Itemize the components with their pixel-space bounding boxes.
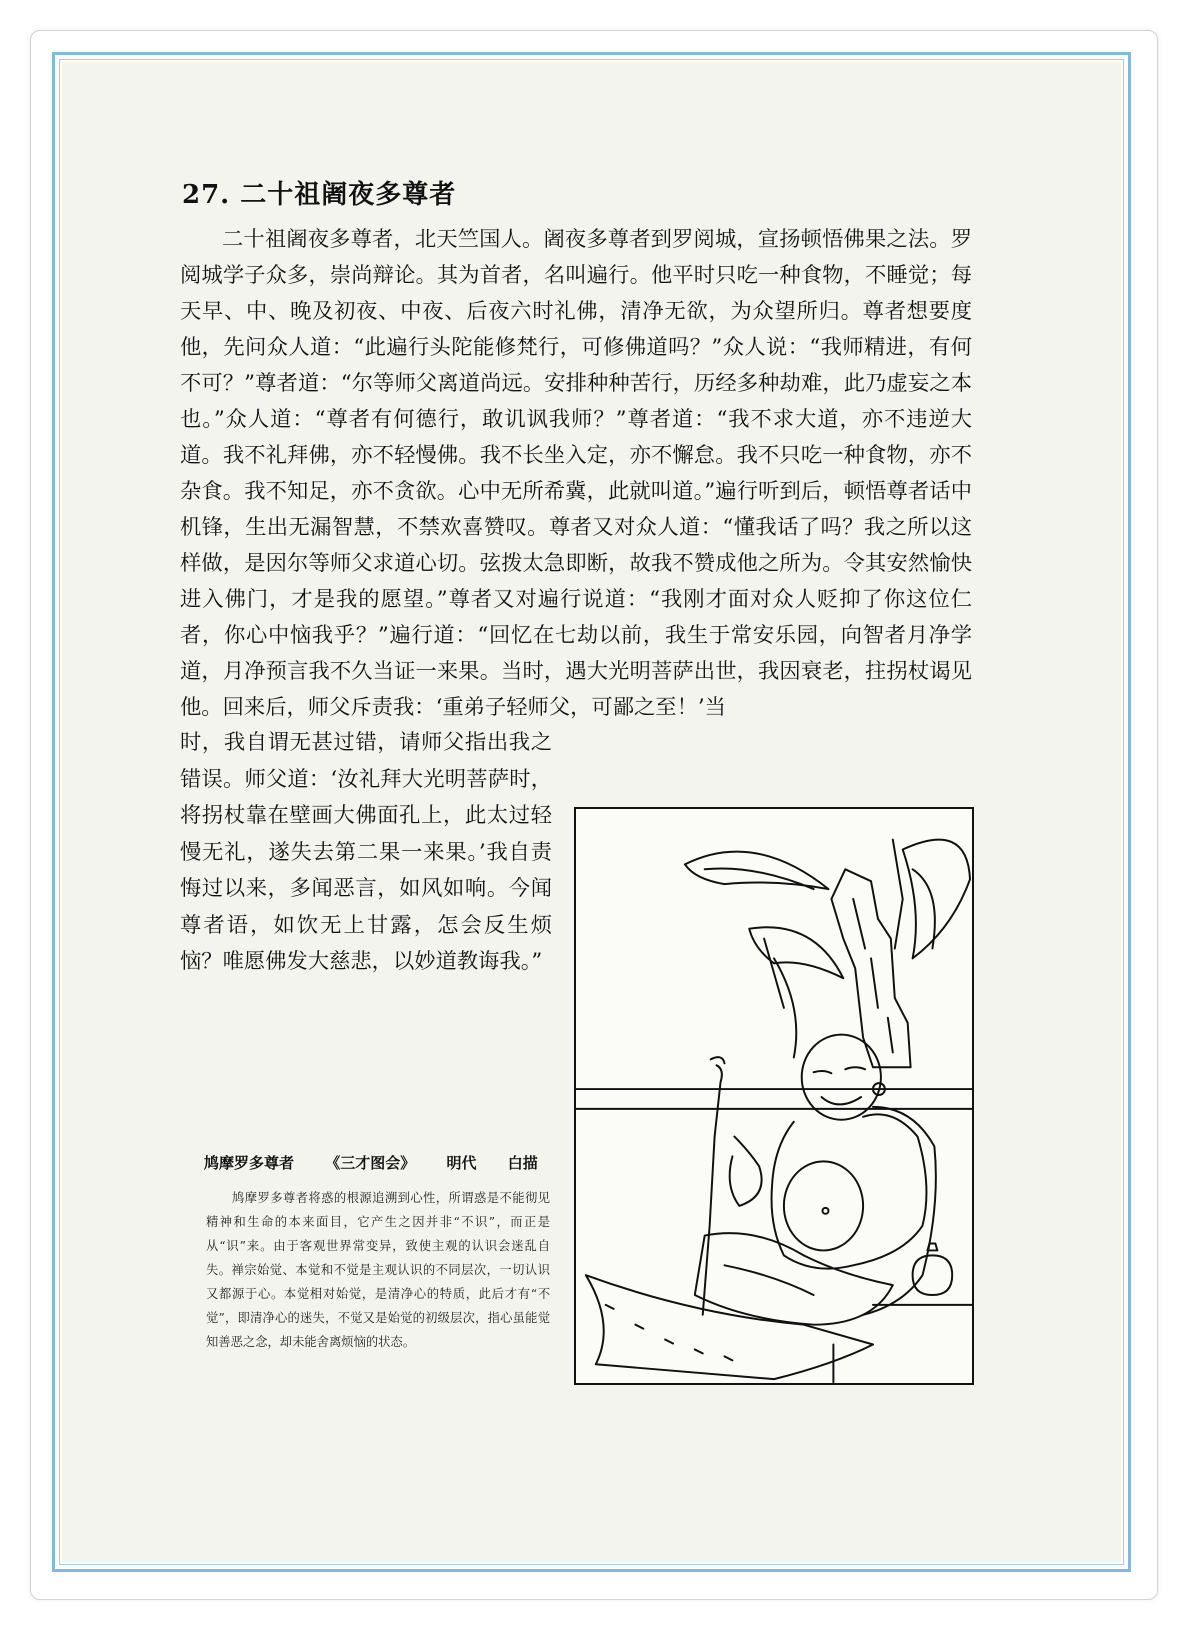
leaf-1-vein xyxy=(705,868,814,889)
caption-source: 《三才图会》 xyxy=(325,1154,416,1172)
arhat-belly xyxy=(784,1161,863,1250)
page-title: 27. 二十祖阇夜多尊者 xyxy=(182,180,457,210)
leaf-2 xyxy=(749,927,843,978)
arhat-head xyxy=(802,1035,881,1120)
rock-texture xyxy=(853,899,893,1052)
sitting-mat xyxy=(586,1275,873,1379)
main-paragraph: 二十祖阇夜多尊者，北天竺国人。阇夜多尊者到罗阅城，宣扬顿悟佛果之法。罗阅城学子众多，崇尚辩论。其为首者，名叫遍行。他平时只吃一种食物，不睡觉；每天早、中、晚及初夜、中夜、后夜六时礼佛，清净无欲，为众望所归。尊者想要度他，先问众人道：“此遍行头陀能修梵行，可修佛道吗？”众人说：“我师精进，有何不可？”尊者道：“尔等师父离道尚远。安排种种苦行，历经多种劫难，此乃虚妄之本也。”众人道：“尊者有何德行，敢讥讽我师？”尊者道：“我不求大道，亦不违逆大道。我不礼拜佛，亦不轻慢佛。我不长坐入定，亦不懈怠。我不只吃一种食物，亦不杂食。我不知足，亦不贪欲。心中无所希冀，此就叫道。”遍行听到后，顿悟尊者话中机锋，生出无漏智慧，不禁欢喜赞叹。尊者又对众人道：“懂我话了吗？我之所以这样做，是因尔等师父求道心切。弦拨太急即断，故我不赞成他之所为。令其安然愉快进入佛门，才是我的愿望。”尊者又对遍行说道：“我刚才面对众人贬抑了你这位仁者，你心中恼我乎？”遍行道：“回忆在七劫以前，我生于常安乐园，向智者月净学道，月净预言我不久当证一来果。当时，遇大光明菩萨出世，我因衰老，拄拐杖谒见他。回来后，师父斥责我：‘重弟子轻师父，可鄙之至！’当 xyxy=(180,227,972,720)
caption-heading xyxy=(204,1152,564,1173)
leaf-1 xyxy=(685,852,829,890)
arhat-smile xyxy=(822,1097,862,1104)
banana-stem xyxy=(893,840,903,949)
leaf-4 xyxy=(903,840,970,959)
mat-pattern xyxy=(606,1305,733,1360)
teapot xyxy=(913,1255,953,1295)
robe-fold xyxy=(725,1265,814,1295)
arhat-illustration xyxy=(576,809,972,1383)
illustration-figure xyxy=(574,807,974,1385)
staff-head xyxy=(711,1057,725,1063)
caption-text: 鸠摩罗多尊者将惑的根源追溯到心性，所谓惑是不能彻见精神和生命的本来面目，它产生之因并非“不识”，而正是从“识”来。由于客观世界常变异，致使主观的认识会迷乱自失。禅宗始觉、本觉和不觉是主观认识的不同层次，一切认识又都源于心。本觉相对始觉，是清净心的特质，此后才有“不觉”，即清净心的迷失，不觉又是始觉的初级层次，指心虽能觉知善恶之念，却未能舍离烦恼的状态。 xyxy=(206,1191,550,1349)
staff xyxy=(703,1065,722,1314)
arhat-robe xyxy=(772,1114,927,1268)
main-paragraph-continued: 时，我自谓无甚过错，请师父指出我之错误。师父道：‘汝礼拜大光明菩萨时，将拐杖靠在壁画大佛面孔上，此太过轻慢无礼，遂失去第二果一来果。’我自责悔过以来，多闻恶言，如风如响。今闻尊者语，如饮无上甘露，怎会反生烦恼？唯愿佛发大慈悲，以妙道教诲我。” xyxy=(180,730,552,974)
arhat-eyes xyxy=(814,1067,865,1073)
leaf-3 xyxy=(764,939,796,1058)
caption-subject: 鸠摩罗多尊者 xyxy=(204,1154,295,1172)
caption-dynasty: 明代 xyxy=(446,1154,477,1172)
arhat-navel xyxy=(823,1208,829,1214)
arhat-lower-robe xyxy=(695,1233,893,1325)
rock-shape xyxy=(831,869,910,1067)
arhat-arm xyxy=(730,1137,762,1206)
caption-technique: 白描 xyxy=(507,1154,538,1172)
